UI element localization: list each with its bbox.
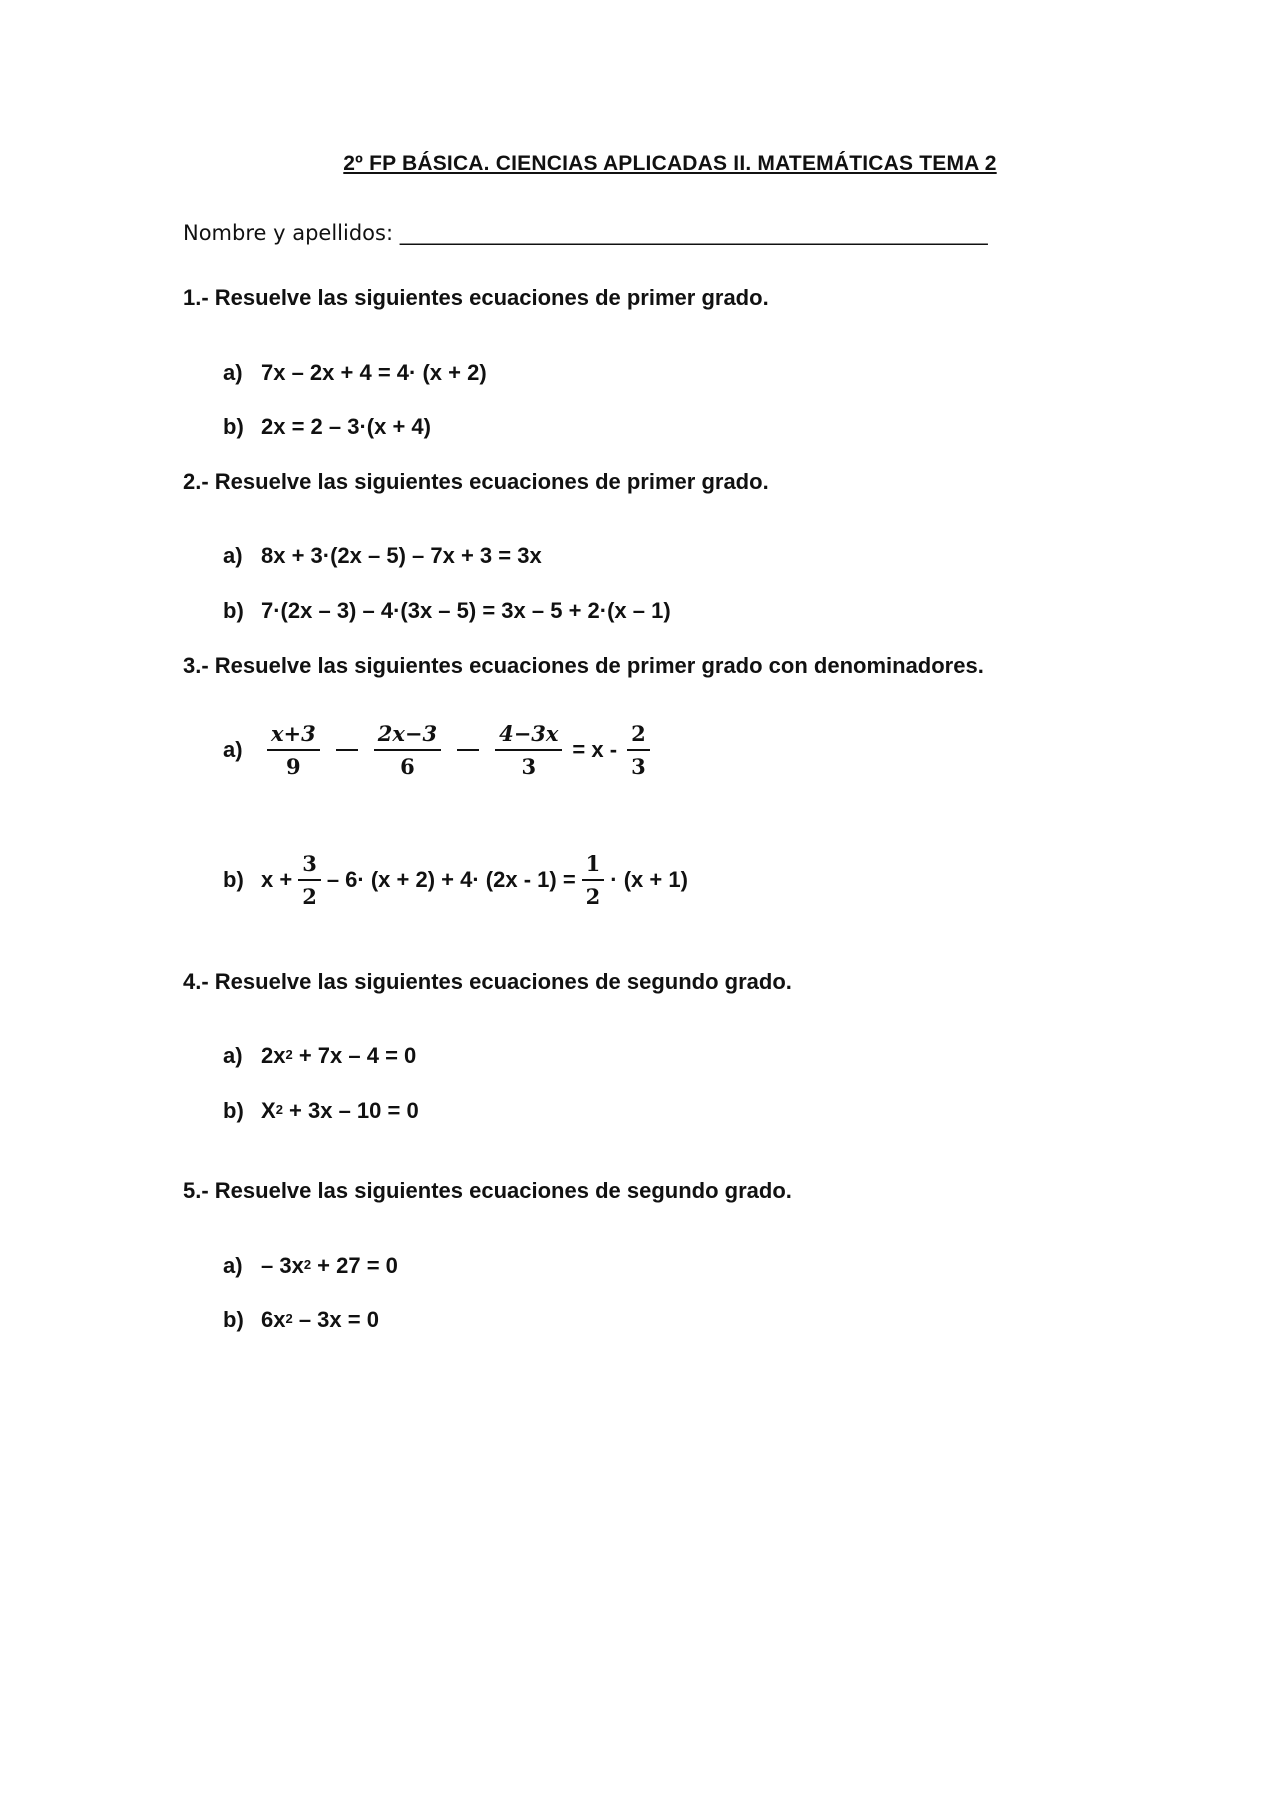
equation-start: x + <box>261 867 293 893</box>
equation-middle: = x - <box>572 737 618 763</box>
item-label: b) <box>223 867 244 893</box>
fraction-1 <box>298 852 321 908</box>
fraction-2 <box>374 722 441 778</box>
numerator: x+3 <box>267 722 320 751</box>
item-label: a) <box>223 737 243 763</box>
exponent: 2 <box>275 1102 283 1117</box>
item-label: a) <box>223 360 243 385</box>
denominator: 6 <box>400 754 415 780</box>
item-label: b) <box>223 1307 244 1332</box>
fraction-4 <box>627 722 650 778</box>
equation-rest: – 3x = 0 <box>292 1307 379 1332</box>
item-label: b) <box>223 598 244 623</box>
item-label: b) <box>223 1098 244 1123</box>
equation-base: – 3x <box>261 1253 304 1278</box>
numerator: 2x−3 <box>374 722 441 751</box>
numerator: 2 <box>627 722 650 751</box>
question-4-item-b <box>223 1098 419 1124</box>
item-label: a) <box>223 1253 243 1278</box>
fraction-3 <box>495 722 562 778</box>
exponent: 2 <box>303 1257 312 1272</box>
equation: 8x + 3·(2x – 5) – 7x + 3 = 3x <box>261 543 542 568</box>
numerator: 1 <box>582 852 605 881</box>
question-2-item-a <box>223 543 542 569</box>
question-1-heading: 1.- Resuelve las siguientes ecuaciones de primer grado. <box>183 285 769 310</box>
equation-base: X <box>261 1098 276 1123</box>
question-4-heading: 4.- Resuelve las siguientes ecuaciones de segundo grado. <box>183 969 792 994</box>
equation-rest: + 3x – 10 = 0 <box>282 1098 419 1123</box>
question-5-item-a <box>223 1253 398 1279</box>
equation: 7·(2x – 3) – 4·(3x – 5) = 3x – 5 + 2·(x – 1) <box>261 598 671 623</box>
question-1-item-b <box>223 414 431 440</box>
numerator: 3 <box>298 852 321 881</box>
equation: 7x – 2x + 4 = 4· (x + 2) <box>261 360 487 385</box>
equation-rest: + 27 = 0 <box>311 1253 398 1278</box>
denominator: 3 <box>521 754 537 780</box>
equation-rest: + 7x – 4 = 0 <box>292 1043 417 1068</box>
equation-end: · (x + 1) <box>610 867 688 893</box>
minus-sign <box>457 749 479 751</box>
question-3-heading: 3.- Resuelve las siguientes ecuaciones de primer grado con denominadores. <box>183 653 984 678</box>
fraction-2 <box>582 852 605 908</box>
page-title: 2º FP BÁSICA. CIENCIAS APLICADAS II. MATEMÁTICAS TEMA 2 <box>343 152 997 175</box>
question-5-heading: 5.- Resuelve las siguientes ecuaciones de segundo grado. <box>183 1178 792 1203</box>
fraction-1 <box>267 722 320 778</box>
question-5-item-b <box>223 1307 379 1333</box>
item-label: b) <box>223 414 244 439</box>
minus-sign <box>336 749 358 751</box>
equation-base: 2x <box>261 1043 286 1068</box>
denominator: 3 <box>631 754 646 780</box>
name-field[interactable]: Nombre y apellidos: ________________________________________________________ <box>183 221 988 245</box>
question-3-item-a <box>223 722 656 778</box>
question-2-heading: 2.- Resuelve las siguientes ecuaciones de primer grado. <box>183 469 769 494</box>
question-3-item-b <box>223 852 688 908</box>
question-2-item-b <box>223 598 671 624</box>
item-label: a) <box>223 1043 243 1068</box>
exponent: 2 <box>285 1047 293 1062</box>
denominator: 2 <box>302 884 317 910</box>
denominator: 9 <box>286 754 301 780</box>
question-1-item-a <box>223 360 487 386</box>
equation: 2x = 2 – 3·(x + 4) <box>261 414 431 439</box>
equation-base: 6x <box>261 1307 286 1332</box>
denominator: 2 <box>585 884 601 910</box>
question-4-item-a <box>223 1043 416 1069</box>
item-label: a) <box>223 543 243 568</box>
equation-middle: – 6· (x + 2) + 4· (2x - 1) = <box>326 867 576 893</box>
exponent: 2 <box>285 1311 293 1326</box>
numerator: 4−3x <box>495 722 562 751</box>
